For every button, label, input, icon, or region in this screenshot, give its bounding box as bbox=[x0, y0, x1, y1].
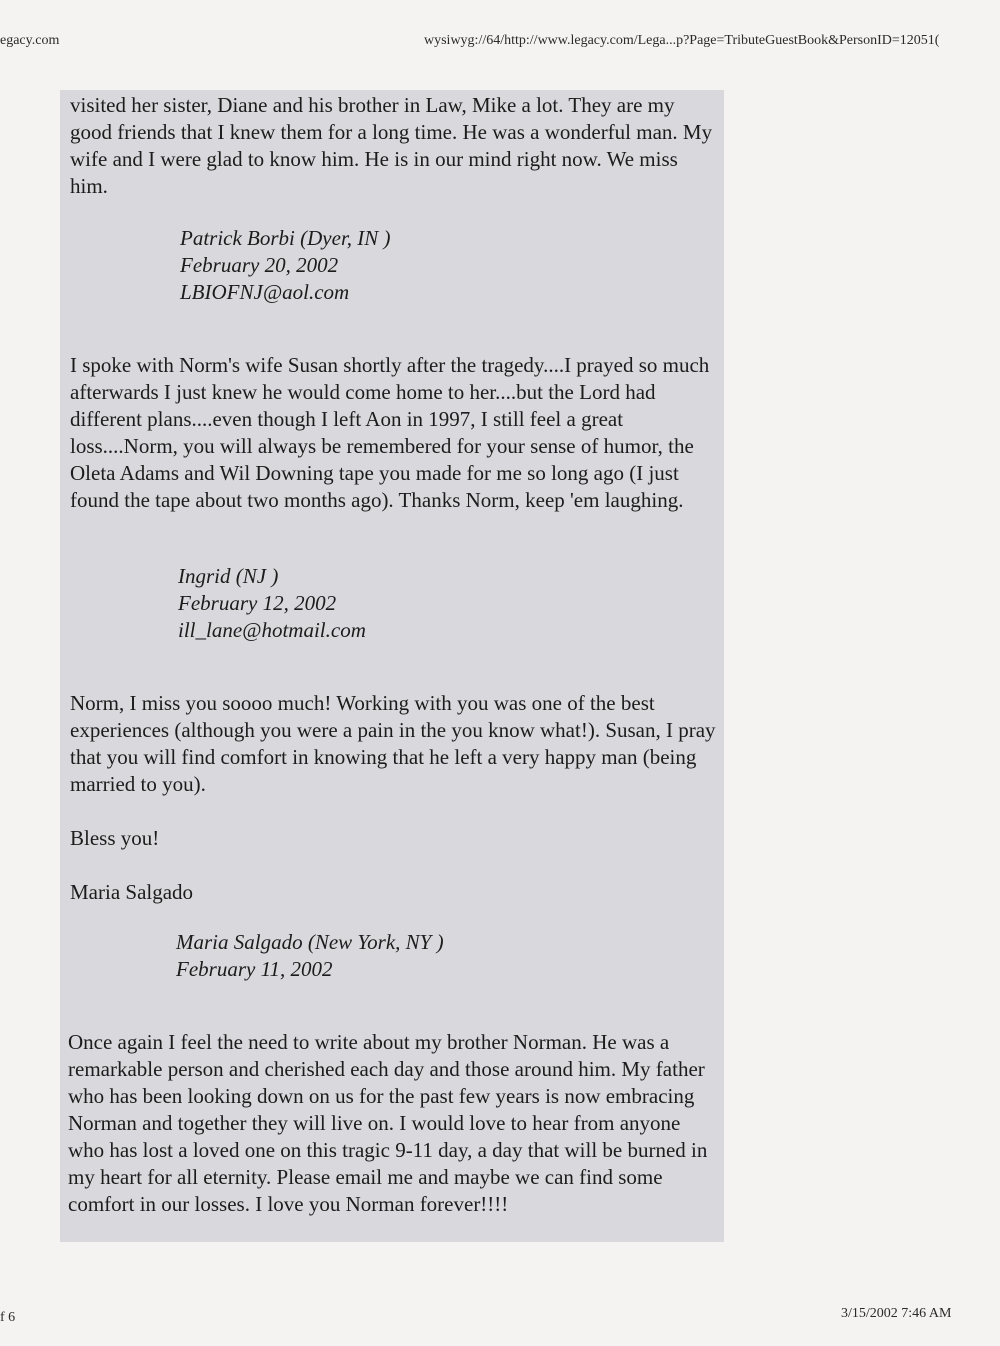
entry-3-date: February 11, 2002 bbox=[176, 957, 333, 981]
header-site: egacy.com bbox=[0, 33, 60, 48]
entry-1-author: Patrick Borbi (Dyer, IN ) bbox=[180, 226, 391, 250]
entry-3-author: Maria Salgado (New York, NY ) bbox=[176, 930, 444, 954]
entry-2-email: ill_lane@hotmail.com bbox=[178, 618, 366, 642]
entry-4-message: Once again I feel the need to write about my brother Norman. He was a remarkable person and cherished each day and those around him. My father who has been looking down on us for the past few years is now embracing Norman and together they will live on. I would love to hear from anyone who has lost a loved one on this tragic 9-11 day, a day that will be burned in my heart for all eternity. Please email me and maybe we can find some comfort in our losses. I love you Norman forever!!!! bbox=[68, 1030, 708, 1216]
entry-3-signature bbox=[176, 929, 676, 983]
entry-3-signoff: Maria Salgado bbox=[70, 880, 194, 904]
entry-2-signature bbox=[178, 563, 678, 644]
footer-page: f 6 bbox=[0, 1310, 16, 1325]
footer-datetime: 3/15/2002 7:46 AM bbox=[841, 1306, 952, 1321]
entry-1-signature bbox=[180, 225, 680, 306]
entry-3-message: Norm, I miss you soooo much! Working with you was one of the best experiences (although you were a pain in the you know what!). Susan, I pray that you will find comfort in knowing that he left a very happy man (being married to you). bbox=[70, 691, 716, 796]
entry-2-author: Ingrid (NJ ) bbox=[178, 564, 279, 588]
entry-1-message: visited her sister, Diane and his brother in Law, Mike a lot. They are my good friends that I knew them for a long time. He was a wonderful man. My wife and I were glad to know him. He is in our mind right now. We miss him. bbox=[70, 93, 713, 198]
entry-1-date: February 20, 2002 bbox=[180, 253, 339, 277]
entry-2-message: I spoke with Norm's wife Susan shortly after the tragedy....I prayed so much afterwards I just knew he would come home to her....but the Lord had different plans....even though I left Aon in 1997, I still feel a great loss....Norm, you will always be remembered for your sense of humor, the Oleta Adams and Wil Downing tape you made for me so long ago (I just found the tape about two months ago). Thanks Norm, keep 'em laughing. bbox=[70, 353, 710, 512]
header-url: wysiwyg://64/http://www.legacy.com/Lega...p?Page=TributeGuestBook&PersonID=12051( bbox=[424, 33, 940, 48]
entry-1-email: LBIOFNJ@aol.com bbox=[180, 280, 350, 304]
entry-3-blessing: Bless you! bbox=[70, 826, 160, 850]
entry-2-date: February 12, 2002 bbox=[178, 591, 337, 615]
